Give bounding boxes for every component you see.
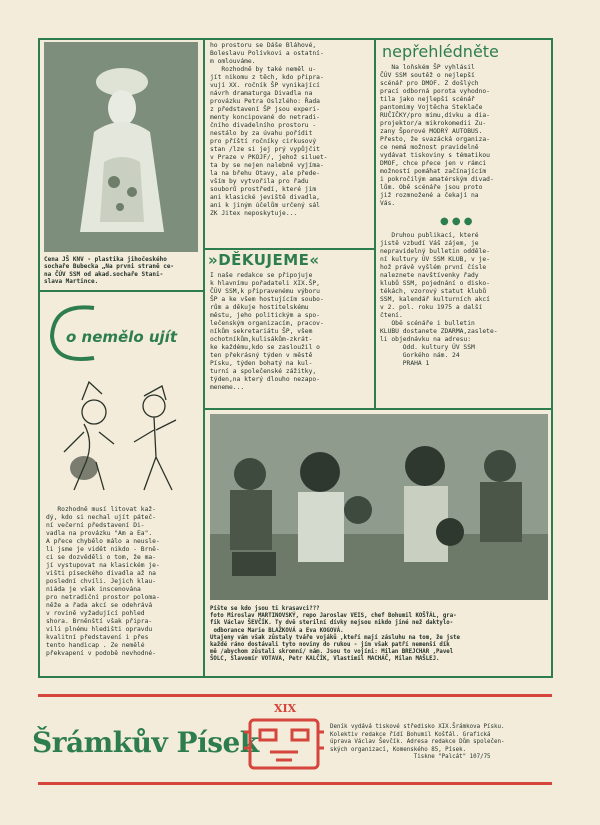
right-rule bbox=[551, 38, 553, 678]
group-photo bbox=[210, 414, 548, 600]
neprehlednete-text: Na loňském ŠP vyhlásil ČÚV SSM soutěž o nejlepší scénář pro DMOF. Z došlých prací odborná porota vyhodno- tila jako nejlepší scénář pantomimy Vojtěcha Steklače RUČIČKY/pro mimu,dívku a dia- projektor/a mikrokomedii Zu- zany Šporové MODRÝ AUTOBUS. Přesto, že svazácká organiza- ce nemá možnost pravidelně vydávat tiskoviny s tématikou DMOF, chce přece jen v rámci možností pomáhat začínajícím i pokročilým amatérským divad- lům. Obě scénáře jsou proto již rozmnožené a čekají na Vás. bbox=[380, 64, 494, 207]
separator-dots: ● ● ● bbox=[440, 216, 473, 227]
bottom-rule bbox=[38, 676, 552, 678]
masthead-logo bbox=[240, 702, 328, 774]
col2-top-text: ho prostoru se Dáše Bláhové, Boleslavu Polívkovi a ostatní- m omlouváme. Rozhodně by také neměl u- jít nikomu z těch, kdo připra- vují XX. ročník ŠP vynikající návrh dramaturga Divadla na provázku Petra Oslzlého: Řada z představení ŠP jsou experi- menty koncipované do netradi- čního divadelního prostoru - nestálo by za úvahu pořídit pro příští ročníky cirkusový stan /lze si jej prý vypůjčit v Praze v PKOJF/, jehož siluet- ta by se nejen nalebně vyjíma- la na břehu Otavy, ale přede- vším by vytvořila pro řadu souborů prostředí, které jim ani klasické jeviště divadla, ani k jiným účelům určený sál ZK Jitex neposkytuje... bbox=[210, 42, 328, 217]
clown-drawing bbox=[44, 372, 200, 502]
dekujeme-rule bbox=[203, 248, 375, 250]
group-photo-caption: Píšte se kdo jsou ti krasavci??? foto Miroslav MARTINOVSKÝ, repo Jaroslav VEIS, chef Bohumil KOŠŤÁL, gra- fik Václav ŠEVČÍK. Ty dvě sterilní dívky nejsou nikdo jiné než daktylo- odborance Marie BLAŽKOVÁ a Eva KOGOVÁ. Utajeny vám však zůstaly tváře vojáků ,kteří mají zásluhu na tom, že jste každé ráno dostávali tyto noviny do rukou - jím však patří nemenší dík mě /abychom zůstali skromní/ nám. Jsou to vojíni: Milan BREJCHAR ,Pavel ŠOLC, Slavomír VOTAVA, Petr KALČÍK, Vlastimil MACHÁČ, Milan MAŠLEJ. bbox=[210, 606, 460, 663]
sculpture-caption: Cena JŠ KNV - plastika jihočeského sochaře Bubecka „Na prvni straně ce- na ČÚV SSM od akad.sochaře Stani- slava Martince. bbox=[44, 256, 175, 286]
top-rule bbox=[38, 38, 552, 40]
masthead-roman-numeral: XIX bbox=[274, 702, 297, 715]
left-mid-rule bbox=[38, 290, 204, 292]
dekujeme-heading: »DĚKUJEME« bbox=[208, 251, 320, 269]
neprehlednete-heading: nepřehlédněte bbox=[382, 42, 499, 61]
onemelo-heading-text: o nemělo ujít bbox=[66, 328, 177, 346]
left-rule bbox=[38, 38, 40, 678]
photo2-rule bbox=[203, 408, 552, 410]
klub-bulletin-text: Druhou publikací, které jistě vzbudí Váš zájem, je nepravidelný bulletin odděle- ní kultury ÚV SSM KLUB, v je- hož právě vyšlém první čísle naleznete navštívenky řady klubů SSM, pojednání o disko- tékách, vzorový statut klubů SSM, kalendář kulturních akcí v 2. pol. roku 1975 a další čtení. Obě scénáře i bulletin KLUBU dostanete ZDARMA,zaslete- li objednávku na adresu: Odd. kultury ÚV SSM Gorkého nám. 24 PRAHA 1 bbox=[380, 232, 498, 367]
col2-rule bbox=[374, 38, 376, 408]
onemelo-text: Rozhodně musí litovat kaž- dý, kdo si nechal ujít páteč- ní večerní představení Di- vadla na provázku "Am a Ea". A přece chybělo málo a neusle- li jsme je vidět nikdo - Brně- ci se dozvěděli o tom, že ma- jí vystupovat na klasickém je- višti píseckého divadla až na poslední chvíli. Jejich klau- niáda je však inscenována pro netradiční prostor poloma- něže a řada akcí se odehrává v rovině vyžadující pohled shora. Brněnští však připra- vili plnému hledišti opravdu kvalitní představení i přes tento handicap . Ze nemělé překvapení v podobě nevhodné- bbox=[46, 506, 160, 657]
col1-rule bbox=[203, 38, 205, 678]
masthead-red-rule-top bbox=[38, 694, 552, 697]
masthead-info: Deník vydává tiskové středisko XIX.Šrámkova Písku. Kolektiv redakce řídí Bohumil Košťál. Grafická úprava Václav Ševčík. Adresa redakce Dům společen- ských organizací, Komenského 85, Písek. Tiskne "Palcát" 107/75 bbox=[330, 724, 505, 761]
sculpture-photo bbox=[44, 42, 198, 252]
sculpture-illustration bbox=[44, 42, 198, 252]
masthead-title: Šrámkův Písek bbox=[32, 726, 259, 759]
masthead-red-rule-bottom bbox=[38, 782, 552, 785]
dekujeme-text: I naše redakce se připojuje k hlavnímu pořadateli XIX.ŠP, ČÚV SSM,k připravenému výboru ŠP a ke všem hostujícím soubo- rům a děkuje hostitelskému městu, jeho politickým a spo- lečenským organizacím, pracov- níkům sekretariátu ŠP, všem ochotníkům,kulisákům-zkrát- ke každému,kdo se zasloužil o ten překrásný týden v městě Písku, týden bohatý na kul- turní a společenské zážitky, týden,na který dlouho nezapo- meneme... bbox=[210, 272, 324, 391]
clowns-illustration bbox=[44, 372, 200, 502]
group-photo-image bbox=[210, 414, 548, 600]
onemelo-heading bbox=[44, 298, 200, 368]
